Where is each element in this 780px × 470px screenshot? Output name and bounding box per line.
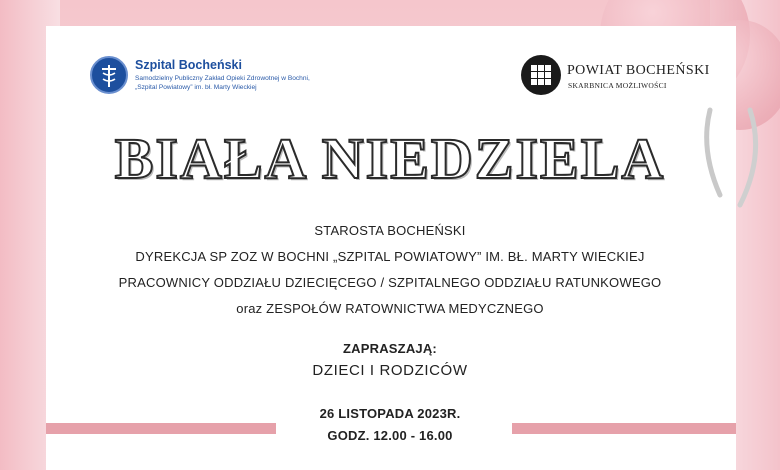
- powiat-tagline: SKARBNICA MOŻLIWOŚCI: [568, 81, 667, 90]
- invite-audience: DZIECI I RODZICÓW: [312, 362, 468, 379]
- powiat-logo: [521, 55, 711, 99]
- decorative-bar-right: [512, 423, 736, 434]
- hospital-name: Szpital Bocheński: [135, 58, 242, 72]
- powiat-emblem-icon: [521, 55, 561, 95]
- decorative-bar-left: [46, 423, 276, 434]
- event-time: GODZ. 12.00 - 16.00: [327, 428, 453, 443]
- hospital-subtitle-line: Samodzielny Publiczny Zakład Opieki Zdrowotnej w Bochni,: [135, 75, 310, 82]
- organizer-line: DYREKCJA SP ZOZ W BOCHNI „SZPITAL POWIATOWY” IM. BŁ. MARTY WIECKIEJ: [135, 249, 645, 264]
- poster-title: BIAŁA NIEDZIELA: [114, 126, 666, 191]
- organizer-line: STAROSTA BOCHEŃSKI: [314, 223, 466, 238]
- caduceus-icon: [90, 56, 128, 94]
- hospital-subtitle-line: „Szpital Powiatowy” im. bł. Marty Wieckiej: [135, 84, 257, 91]
- hospital-logo: [90, 54, 340, 98]
- event-date: 26 LISTOPADA 2023R.: [319, 406, 461, 421]
- powiat-name: POWIAT BOCHEŃSKI: [567, 63, 710, 78]
- organizer-line: oraz ZESPOŁÓW RATOWNICTWA MEDYCZNEGO: [236, 301, 544, 316]
- invite-verb: ZAPRASZAJĄ:: [343, 341, 437, 356]
- organizer-line: PRACOWNICY ODDZIAŁU DZIECIĘCEGO / SZPITALNEGO ODDZIAŁU RATUNKOWEGO: [118, 275, 662, 290]
